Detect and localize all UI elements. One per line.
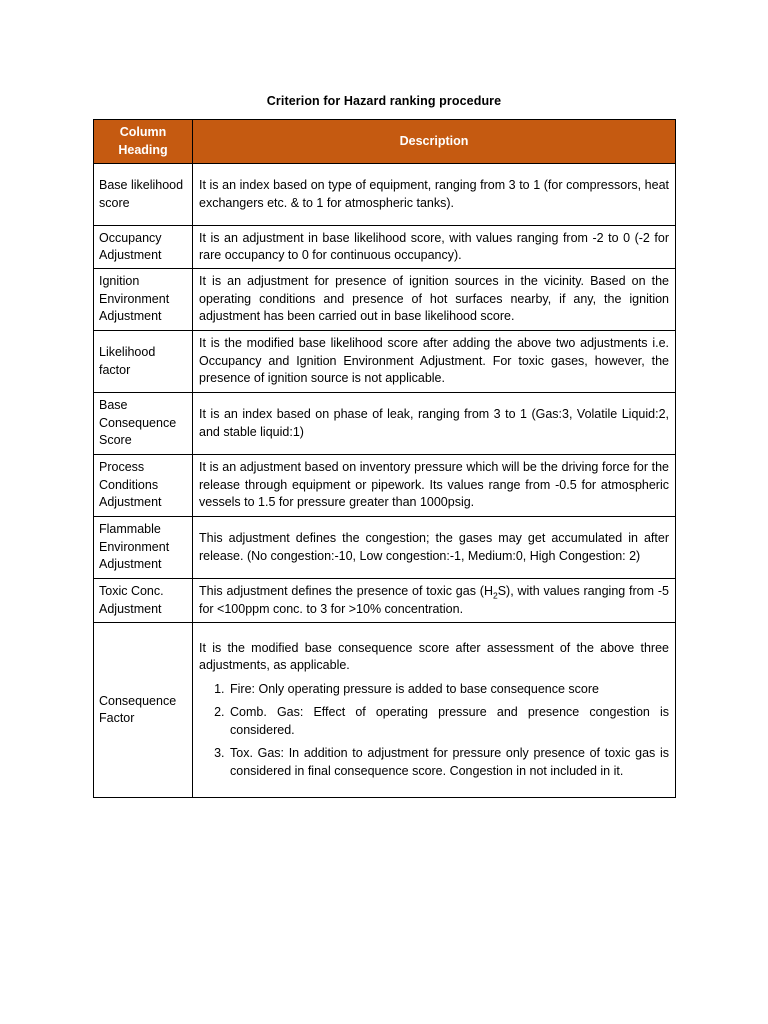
row-description	[193, 623, 676, 798]
description-header: Description	[193, 120, 676, 164]
description-text-before: This adjustment defines the presence of toxic gas (H	[199, 584, 493, 598]
description-text-after: S), with values ranging from -5 for <100ppm conc. to 3 for >10% concentration.	[199, 584, 669, 616]
row-description: It is an adjustment based on inventory pressure which will be the driving force for the release through equipment or pipework. Its values range from -0.5 for atmospheric vessels to 1.5 for pressure greater than 1000psig.	[193, 455, 676, 517]
list-item-fire: 1. Fire: Only operating pressure is added to base consequence score	[228, 681, 669, 699]
row-term: Base likelihood score	[94, 164, 193, 226]
page-title: Criterion for Hazard ranking procedure	[266, 94, 502, 108]
consequence-factor-list	[199, 681, 669, 781]
row-term: Ignition Environment Adjustment	[94, 269, 193, 331]
row-term: Occupancy Adjustment	[94, 226, 193, 269]
row-description: It is an adjustment for presence of ignition sources in the vicinity. Based on the operating conditions and presence of hot surfaces nearby, if any, the ignition adjustment has been carried out in base likelihood score.	[193, 269, 676, 331]
table-header-row	[94, 120, 676, 164]
row-term: Flammable Environment Adjustment	[94, 517, 193, 579]
row-term: Consequence Factor	[94, 623, 193, 798]
table-row	[94, 623, 676, 798]
table-row	[94, 455, 676, 517]
row-term: Likelihood factor	[94, 331, 193, 393]
list-item-comb-gas: 2. Comb. Gas: Effect of operating pressure and presence congestion is considered.	[228, 704, 669, 739]
table-row	[94, 269, 676, 331]
subscript-two: 2	[492, 590, 498, 601]
consequence-intro: It is the modified base consequence score after assessment of the above three adjustments, as applicable.	[199, 640, 669, 673]
table-row	[94, 579, 676, 623]
table-row	[94, 164, 676, 226]
row-term: Base Consequence Score	[94, 393, 193, 455]
row-term: Process Conditions Adjustment	[94, 455, 193, 517]
row-description: It is an index based on phase of leak, ranging from 3 to 1 (Gas:3, Volatile Liquid:2, and stable liquid:1)	[193, 393, 676, 455]
row-description: It is an adjustment in base likelihood score, with values ranging from -2 to 0 (-2 for rare occupancy to 0 for continuous occupancy).	[193, 226, 676, 269]
table-row	[94, 517, 676, 579]
list-item-tox-gas: 3. Tox. Gas: In addition to adjustment for pressure only presence of toxic gas is considered in final consequence score. Congestion in not included in it.	[228, 745, 669, 780]
row-term: Toxic Conc. Adjustment	[94, 579, 193, 623]
table-row	[94, 226, 676, 269]
row-description: This adjustment defines the congestion; the gases may get accumulated in after release. (No congestion:-10, Low congestion:-1, Medium:0, High Congestion: 2)	[193, 517, 676, 579]
row-description: It is the modified base likelihood score after adding the above two adjustments i.e. Occupancy and Ignition Environment Adjustment. For toxic gases, however, the presence of ignition source is not applicable.	[193, 331, 676, 393]
table-row	[94, 393, 676, 455]
row-description: It is an index based on type of equipment, ranging from 3 to 1 (for compressors, heat exchangers etc. & to 1 for atmospheric tanks).	[193, 164, 676, 226]
column-heading-header: Column Heading	[94, 120, 193, 164]
hazard-criteria-table	[93, 119, 676, 798]
row-description	[193, 579, 676, 623]
table-row	[94, 331, 676, 393]
